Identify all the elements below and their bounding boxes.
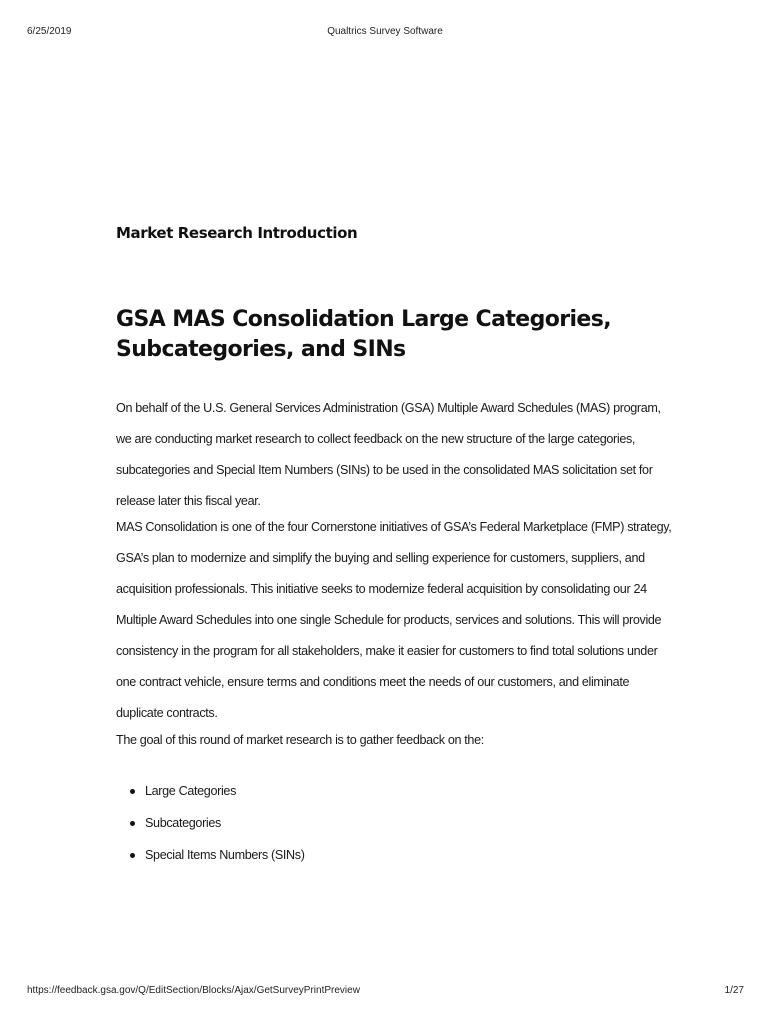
intro-paragraph-3: The goal of this round of market research is to gather feedback on the: [116, 733, 484, 747]
intro-paragraph-1: On behalf of the U.S. General Services Administration (GSA) Multiple Award Schedules (MAS) program, we are conducting market research to collect feedback on the new structure of the large categories, subcategories and Special Item Numbers (SINs) to be used in the consolidated MAS solicitation set for release later this fiscal year. [116, 401, 661, 508]
goal-list [116, 775, 305, 871]
bullet-icon [130, 789, 135, 794]
print-document-title: Qualtrics Survey Software [327, 26, 443, 37]
list-item-label: Subcategories [145, 816, 221, 830]
block-heading: Market Research Introduction [116, 224, 358, 242]
print-url: https://feedback.gsa.gov/Q/EditSection/Blocks/Ajax/GetSurveyPrintPreview [27, 985, 360, 996]
bullet-icon [130, 853, 135, 858]
list-item [116, 807, 305, 839]
print-date: 6/25/2019 [27, 26, 72, 37]
list-item-label: Large Categories [145, 784, 237, 798]
list-item [116, 775, 305, 807]
page-title: GSA MAS Consolidation Large Categories, Subcategories, and SINs [116, 307, 612, 362]
bullet-icon [130, 821, 135, 826]
list-item-label: Special Items Numbers (SINs) [145, 848, 305, 862]
list-item [116, 839, 305, 871]
page-number: 1/27 [724, 985, 744, 996]
intro-paragraph-2: MAS Consolidation is one of the four Cornerstone initiatives of GSA’s Federal Marketplace (FMP) strategy, GSA’s plan to modernize and simplify the buying and selling experience for customers, suppliers, and acquisition professionals. This initiative seeks to modernize federal acquisition by consolidating our 24 Multiple Award Schedules into one single Schedule for products, services and solutions. This will provide consistency in the program for all stakeholders, make it easier for customers to find total solutions under one contract vehicle, ensure terms and conditions meet the needs of our customers, and eliminate duplicate contracts. [116, 520, 672, 720]
